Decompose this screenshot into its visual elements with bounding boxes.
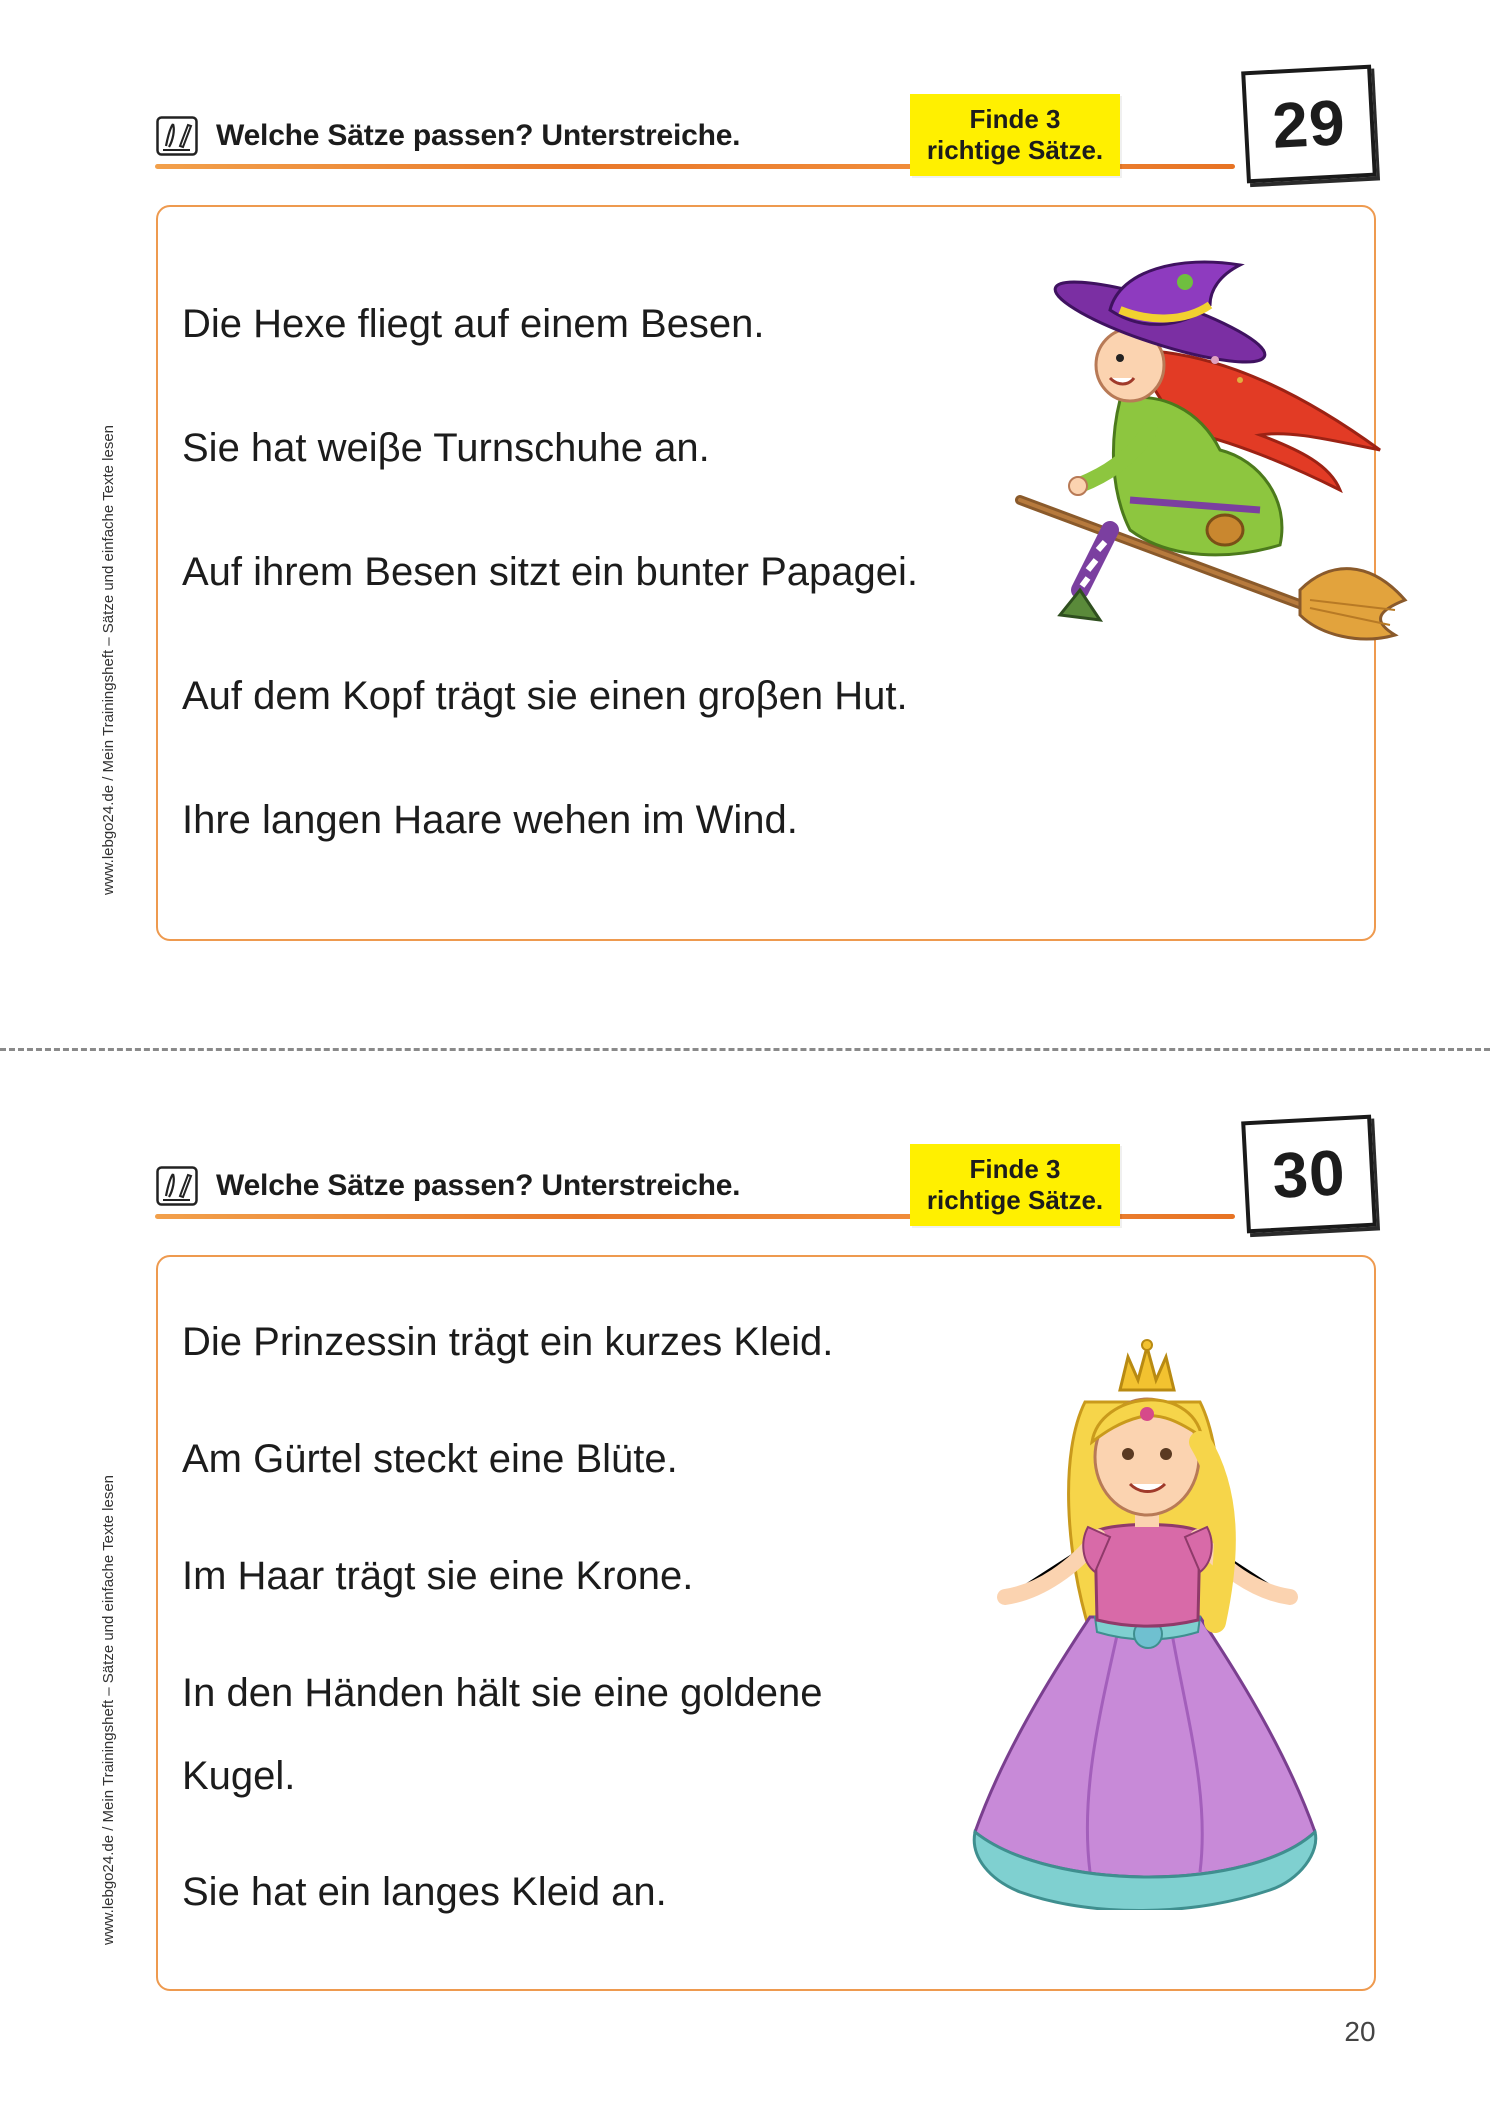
hint-line-2: richtige Sätze. [926,135,1104,165]
sentence-2[interactable]: Sie hat weiβe Turnschuhe an. [182,426,710,470]
hint-badge [910,94,1120,176]
sentence-5[interactable]: Sie hat ein langes Kleid an. [182,1870,667,1914]
hint-badge [910,1144,1120,1226]
sentence-4[interactable]: In den Händen hält sie eine goldene [182,1671,823,1715]
sentence-2[interactable]: Am Gürtel steckt eine Blüte. [182,1437,678,1481]
page-number: 20 [1344,2016,1376,2047]
sentence-3[interactable]: Im Haar trägt sie eine Krone. [182,1554,694,1598]
exercise-card-29 [0,0,1490,1000]
exercise-number: 29 [1241,65,1377,184]
side-credit-text: www.lebgo24.de / Mein Trainingsheft – Sätze und einfache Texte lesen [100,1474,117,1946]
exercise-number: 30 [1241,1115,1377,1234]
hint-line-2: richtige Sätze. [926,1185,1104,1215]
princess-illustration [970,1332,1320,1910]
exercise-card-30 [0,1050,1490,2050]
instruction-text: Welche Sätze passen? Unterstreiche. [216,1169,741,1202]
sentence-4-continued[interactable]: Kugel. [182,1754,296,1798]
hint-line-1: Finde 3 [969,104,1061,134]
sentence-1[interactable]: Die Hexe fliegt auf einem Besen. [182,302,765,346]
sentence-5[interactable]: Ihre langen Haare wehen im Wind. [182,798,798,842]
sentence-4[interactable]: Auf dem Kopf trägt sie einen groβen Hut. [182,674,908,718]
instruction-text: Welche Sätze passen? Unterstreiche. [216,119,741,152]
hint-line-1: Finde 3 [969,1154,1061,1184]
sentence-3[interactable]: Auf ihrem Besen sitzt ein bunter Papagei. [182,550,918,594]
pencil-write-icon [156,116,198,156]
side-credit-text: www.lebgo24.de / Mein Trainingsheft – Sätze und einfache Texte lesen [100,424,117,896]
pencil-write-icon [156,1166,198,1206]
witch-on-broom-illustration [1010,260,1410,650]
sentence-1[interactable]: Die Prinzessin trägt ein kurzes Kleid. [182,1320,834,1364]
